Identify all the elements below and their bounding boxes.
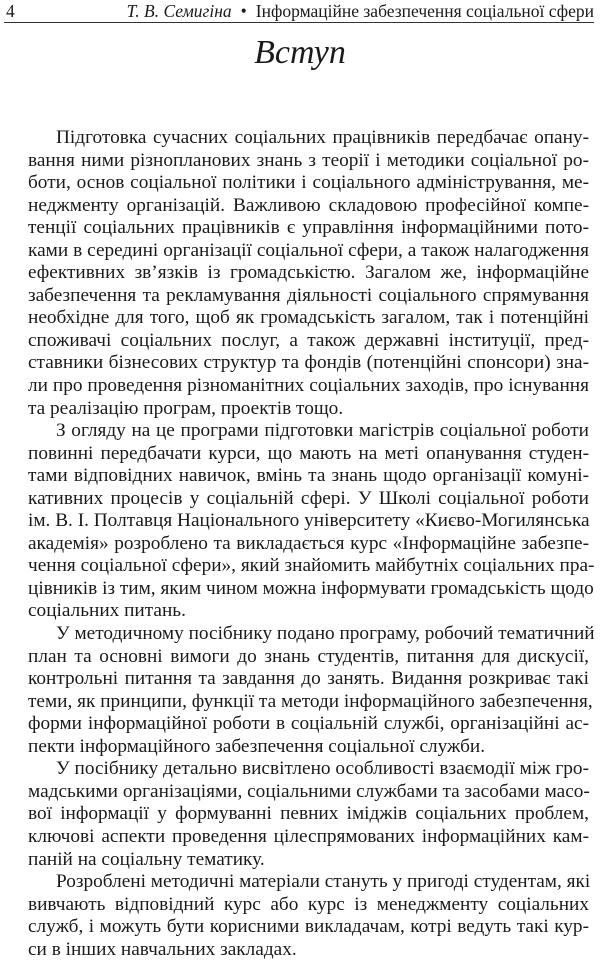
text-line: паній на соціальну тематику. [28, 848, 265, 870]
text-line: контрольні питання та завдання до занять. Видання розкриває такі [28, 668, 589, 690]
text-line: вої інформації у формуванні певних іміджів соціальних проблем, [28, 803, 589, 825]
text-line: мадськими організаціями, соціальними службами та засобами масо- [28, 780, 590, 802]
text-line: пекти інформаційного забезпечення соціальної служби. [28, 735, 486, 757]
running-head-author: Т. В. Семигіна [126, 1, 232, 21]
running-head-book-title: Інформаційне забезпечення соціальної сфери [255, 1, 594, 21]
text-line: служб, і можуть бути корисними викладачам, котрі ведуть такі кур- [28, 916, 589, 938]
text-line: си в інших навчальних закладах. [28, 938, 297, 960]
text-line: кативних процесів у соціальній сфері. У Школі соціальної роботи [28, 487, 589, 509]
paragraph [28, 420, 595, 623]
text-line: цівників із тим, яким чином можна інформувати громадськість щодо [28, 577, 594, 599]
text-line: неджменту організацій. Важливою складовою професійної компе- [28, 194, 589, 216]
paragraph [28, 871, 589, 961]
text-line: Розроблені методичні матеріали стануть у пригоді студентам, які [56, 871, 591, 893]
text-line: вивчають відповідний курс або курс із менеджменту соціальних [28, 893, 589, 915]
text-line: форми інформаційної роботи в соціальній службі, організаційні ас- [28, 713, 589, 735]
text-line: чення соціальної сфери», який знайомить майбутніх соціальних пра- [28, 555, 595, 577]
text-line: план та основні вимоги до знань студентів, питання для дискусії, [28, 645, 589, 667]
text-line: З огляду на це програми підготовки магістрів соціальної роботи [56, 420, 589, 442]
text-line: ключові аспекти проведення цілеспрямованих інформаційних кам- [28, 825, 589, 847]
paragraph [28, 623, 595, 758]
text-line: ками в середині організації соціальної сфери, а також налагодження [28, 239, 589, 261]
text-line: повинні передбачати курси, що мають на меті опанування студен- [28, 442, 589, 464]
running-head [4, 0, 594, 23]
text-line: ім. В. І. Полтавця Національного університету «Києво-Могилянська [28, 510, 590, 532]
text-line: необхідне для того, щоб як громадськість загалом, так і потенційні [28, 307, 589, 329]
text-line: забезпечення та рекламування діяльності соціального спрямування [28, 284, 589, 306]
text-line: ефективних зв’язків із громадськістю. Загалом же, інформаційне [28, 262, 589, 284]
text-line: та реалізацію програм, проектів тощо. [28, 397, 344, 419]
text-line: ставники бізнесових структур та фондів (потенційні спонсори) зна- [28, 352, 589, 374]
text-line: У посібнику детально висвітлено особливості взаємодії між гро- [56, 758, 589, 780]
section-title: Вступ [254, 34, 346, 71]
running-head-text [127, 1, 594, 22]
text-line: вання ними різнопланових знань з теорії і методики соціальної ро- [28, 149, 589, 171]
paragraph [28, 127, 589, 420]
text-line: тами відповідних навичок, вмінь та знань щодо організації комуні- [28, 465, 589, 487]
text-line: боти, основ соціальної політики і соціального адміністрування, ме- [28, 172, 589, 194]
text-line: Підготовка сучасних соціальних працівників передбачає опану- [56, 127, 589, 148]
text-line: теми, як принципи, функції та методи інформаційного забезпечення, [28, 690, 593, 712]
text-line: ли про проведення різноманітних соціальних заходів, про існування [28, 375, 589, 397]
text-line: тенції соціальних працівників є управління інформаційними пото- [28, 217, 589, 239]
bullet-icon: • [240, 1, 247, 21]
body-text [28, 127, 595, 961]
text-line: споживачі соціальних послуг, а також державні інституції, пред- [28, 329, 589, 351]
paragraph [28, 758, 589, 871]
page-number: 4 [6, 1, 15, 21]
text-line: академія» розроблено та викладається курс «Інформаційне забезпе- [28, 532, 589, 554]
text-line: У методичному посібнику подано програму, робочий тематичний [56, 623, 595, 645]
text-line: соціальних питань. [28, 600, 186, 622]
